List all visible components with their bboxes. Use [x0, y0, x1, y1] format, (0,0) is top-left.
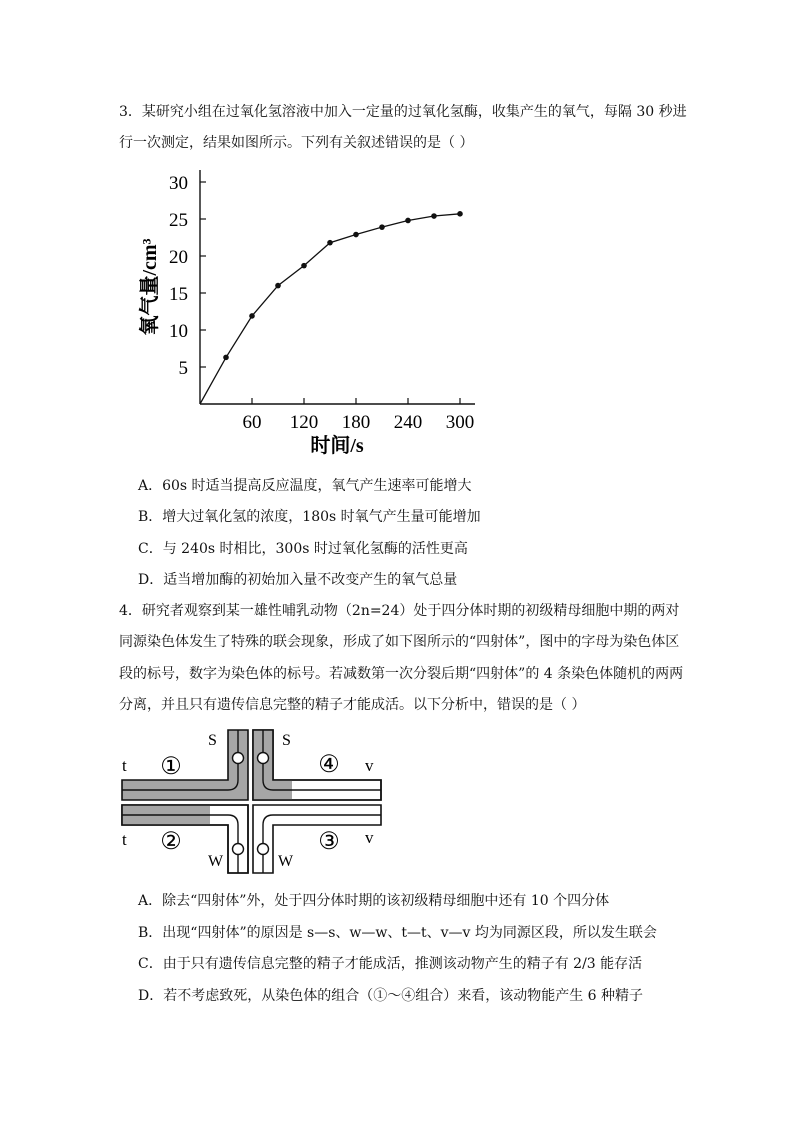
q3-option-d: D．适当增加酶的初始加入量不改变产生的氧气总量 — [138, 572, 458, 588]
label-t-bottom: t — [122, 830, 127, 849]
y-axis-label: 氧气量/cm³ — [139, 238, 161, 336]
q3-option-a: A．60s 时适当提高反应温度，氧气产生速率可能增大 — [138, 478, 472, 494]
label-v-bottom: v — [365, 828, 374, 847]
label-w-right: W — [278, 853, 294, 870]
q4-stem-line4: 分离，并且只有遗传信息完整的精子才能成活。以下分析中，错误的是（ ） — [119, 697, 586, 713]
chromosome-1 — [122, 730, 248, 800]
q4-stem-line3: 段的标号，数字为染色体的标号。若减数第一次分裂后期“四射体”的 4 条染色体随机的两两 — [119, 666, 684, 682]
data-point — [457, 211, 463, 217]
label-chromosome-4: ④ — [318, 752, 340, 778]
label-t-top: t — [122, 756, 127, 775]
data-point — [223, 355, 229, 361]
label-chromosome-2: ② — [160, 829, 182, 855]
label-chromosome-1: ① — [160, 754, 182, 780]
q3-stem-line2: 行一次测定，结果如图所示。下列有关叙述错误的是（ ） — [119, 135, 474, 151]
q4-option-d: D．若不考虑致死，从染色体的组合（①～④组合）来看，该动物能产生 6 种精子 — [138, 988, 644, 1004]
data-point — [249, 313, 255, 319]
data-point — [301, 263, 307, 269]
y-tick-label: 20 — [169, 247, 188, 268]
label-w-left: W — [208, 853, 224, 870]
chromosome-3 — [253, 805, 381, 873]
data-point — [405, 218, 411, 224]
q4-stem-line2: 同源染色体发生了特殊的联会现象，形成了如下图所示的“四射体”，图中的字母为染色体区 — [119, 634, 680, 650]
label-chromosome-3: ③ — [318, 829, 340, 855]
q4-option-b: B．出现“四射体”的原因是 s—s、w—w、t—t、v—v 均为同源区段，所以发生联会 — [138, 925, 657, 941]
x-tick-label: 180 — [341, 412, 371, 433]
q4-stem-line1: 4．研究者观察到某一雄性哺乳动物（2n=24）处于四分体时期的初级精母细胞中期的两对 — [119, 603, 680, 619]
chromosome-4 — [253, 730, 381, 800]
x-axis-label: 时间/s — [310, 435, 364, 457]
oxygen-chart — [125, 162, 485, 462]
q4-option-c: C．由于只有遗传信息完整的精子才能成活，推测该动物产生的精子有 2/3 能存活 — [138, 956, 643, 972]
label-v-top: v — [365, 756, 374, 775]
data-point — [353, 232, 359, 238]
y-tick-label: 5 — [178, 358, 188, 379]
chromosome-2 — [122, 805, 248, 873]
label-s-right: S — [282, 732, 291, 749]
q3-option-c: C．与 240s 时相比，300s 时过氧化氢酶的活性更高 — [138, 541, 468, 557]
x-tick-label: 60 — [242, 412, 262, 433]
quadrivalent-figure — [110, 725, 400, 875]
x-tick-label: 300 — [445, 412, 475, 433]
y-tick-label: 25 — [169, 210, 188, 231]
q4-option-a: A．除去“四射体”外，处于四分体时期的该初级精母细胞中还有 10 个四分体 — [138, 893, 610, 909]
x-tick-label: 240 — [393, 412, 423, 433]
label-s-left: S — [208, 732, 217, 749]
q3-stem-line1: 3．某研究小组在过氧化氢溶液中加入一定量的过氧化氢酶，收集产生的氧气，每隔 30 秒进 — [119, 104, 687, 120]
data-point — [431, 213, 437, 219]
y-tick-label: 30 — [169, 173, 188, 194]
y-tick-label: 15 — [169, 284, 188, 305]
q3-option-b: B．增大过氧化氢的浓度，180s 时氧气产生量可能增加 — [138, 509, 481, 525]
data-point — [379, 224, 385, 230]
data-point — [275, 283, 281, 289]
data-point — [327, 240, 333, 246]
x-tick-label: 120 — [289, 412, 319, 433]
y-tick-label: 10 — [169, 321, 188, 342]
